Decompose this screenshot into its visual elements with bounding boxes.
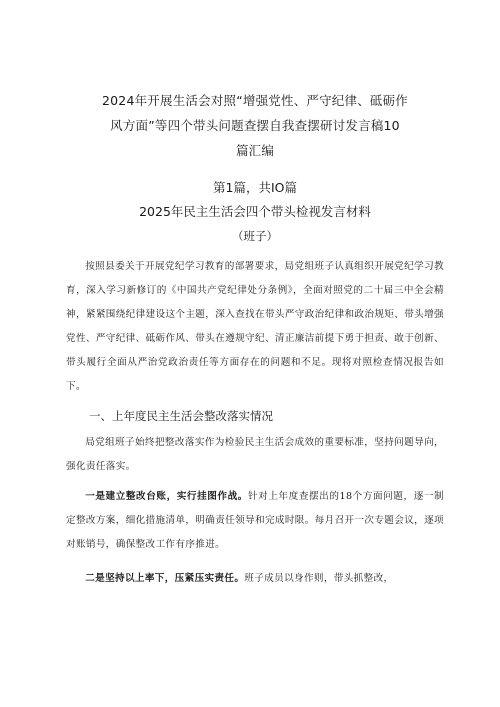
- point-lead-2: 二是坚持以上率下，压紧压实责任。: [85, 573, 245, 584]
- title-line-3: 篇汇编: [235, 143, 275, 158]
- intro-paragraph: 按照县委关于开展党纪学习教育的部署要求，局党组班子认真组织开展党纪学习教育，深入学习新修订的《中国共产党纪律处分条例》，全面对照党的二十届三中全会精神，紧紧围绕纪律建设这个主题，深入查找在带头严守政治纪律和政治规矩、带头增强党性、严守纪律、砥砺作风、带头在遵规守纪、清正廉洁前提下勇于担责、敢于创新、带头履行全面从严治党政治责任等方面存在的问题和不足。现将对照检查情况报告如下。: [66, 261, 444, 392]
- section-paragraph: 局党组班子始终把整改落实作为检验民主生活会成效的重要标准，坚持问题导向，强化责任落实。: [66, 437, 444, 472]
- point-text-2: 班子成员以身作则，带头抓整改，: [244, 573, 394, 584]
- title-line-2: 风方面”等四个带头问题查摆自我查摆研讨发言稿10: [110, 118, 400, 133]
- author-tag: （班子）: [232, 229, 278, 243]
- point-paragraph-1: [66, 485, 444, 557]
- document-subtitle: 2025年民主生活会四个带头检视发言材料: [139, 204, 371, 219]
- document-title: [66, 88, 444, 163]
- title-line-1: 2024年开展生活会对照“增强党性、严守纪律、砥砺作: [102, 93, 408, 108]
- section-heading: 一、上年度民主生活会整改落实情况: [89, 409, 273, 423]
- point-text-1: 针对上年度查摆出的18个方面问题，逐一制定整改方案，细化措施清单，明确责任领导和完成时限。每月召开一次专题会议，逐项对账销号，确保整改工作有序推进。: [66, 491, 444, 550]
- point-lead-1: 一是建立整改台账，实行挂图作战。: [85, 491, 248, 502]
- part-label: 第1篇，共IO篇: [213, 180, 297, 195]
- point-paragraph-2: [66, 567, 444, 591]
